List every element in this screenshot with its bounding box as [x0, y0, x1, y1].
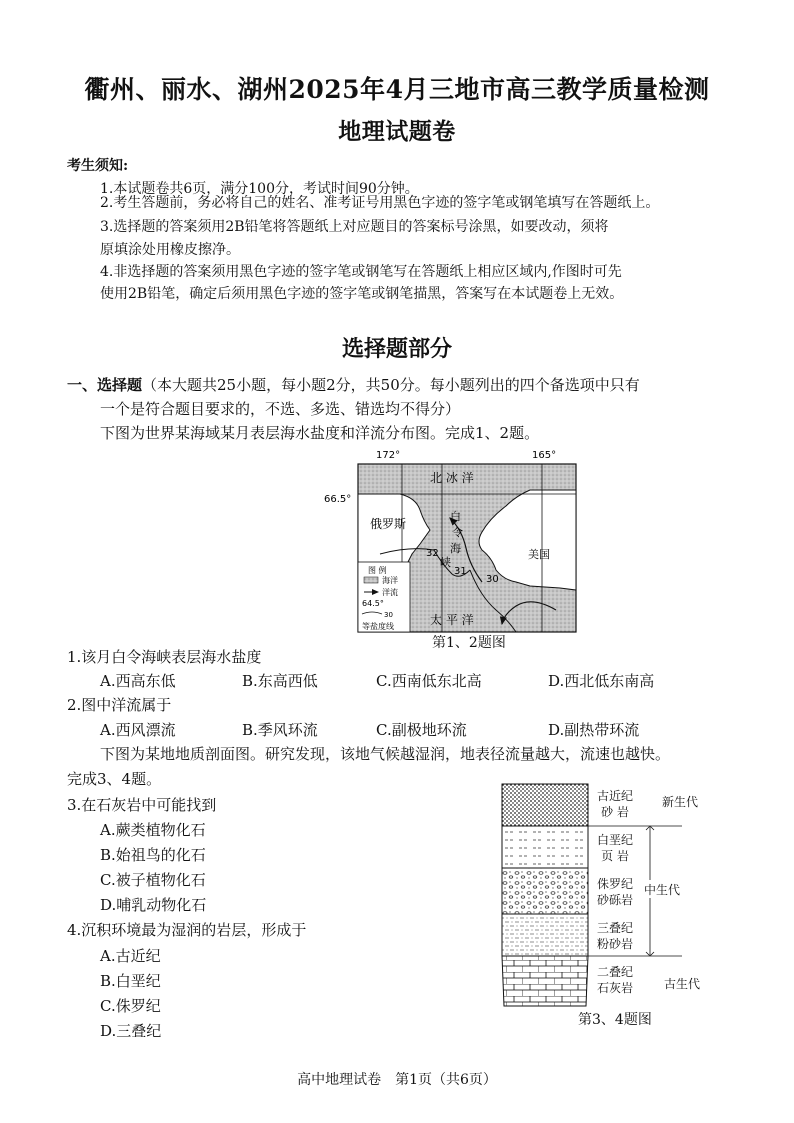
part-desc-cont: 一个是符合题目要求的，不选、多选、错选均不得分） — [100, 400, 461, 418]
q4-option-a[interactable]: A.古近纪 — [100, 947, 161, 965]
intro-q3-4-cont: 完成3、4题。 — [67, 770, 162, 788]
lat-label-64: 64.5° — [362, 599, 384, 608]
strait-label: 白 — [450, 510, 461, 523]
legend-ocean-swatch — [364, 577, 378, 583]
intro-q3-4: 下图为某地地质剖面图。研究发现，该地气候越湿润，地表径流量越大，流速也越快。 — [100, 745, 671, 763]
layer-paleogene-sandstone — [502, 784, 588, 826]
q3-option-c[interactable]: C.被子植物化石 — [100, 871, 206, 889]
q3-option-d[interactable]: D.哺乳动物化石 — [100, 896, 207, 914]
q1-option-c[interactable]: C.西南低东北高 — [376, 672, 482, 690]
lon-label-172: 172° — [376, 450, 401, 461]
map-caption: 第1、2题图 — [432, 635, 506, 651]
layer-label-period: 古近纪 — [596, 789, 634, 803]
notice-item: 2.考生答题前，务必将自己的姓名、准考证号用黑色字迹的签字笔或钢笔填写在答题纸上。 — [100, 195, 660, 211]
layer-cretaceous-shale — [502, 826, 588, 868]
layer-label-rock: 页 岩 — [601, 849, 629, 863]
intro-q1-2: 下图为世界某海域某月表层海水盐度和洋流分布图。完成1、2题。 — [100, 424, 540, 442]
q3-option-b[interactable]: B.始祖鸟的化石 — [100, 846, 206, 864]
legend-isohaline-label: 等盐度线 — [362, 622, 394, 631]
russia-label: 俄罗斯 — [370, 517, 407, 531]
q1-option-b[interactable]: B.东高西低 — [242, 672, 318, 690]
section-title: 选择题部分 — [341, 336, 452, 362]
geo-caption: 第3、4题图 — [578, 1012, 652, 1028]
q4-option-d[interactable]: D.三叠纪 — [100, 1022, 162, 1040]
q2-option-c[interactable]: C.副极地环流 — [376, 721, 467, 739]
era-cenozoic: 新生代 — [661, 795, 699, 809]
q4-option-c[interactable]: C.侏罗纪 — [100, 997, 161, 1015]
page-footer: 高中地理试卷 第1页（共6页） — [297, 1072, 497, 1088]
layer-label-rock: 石灰岩 — [596, 981, 634, 995]
arctic-label: 北 冰 洋 — [430, 471, 474, 485]
q2-option-b[interactable]: B.季风环流 — [242, 721, 318, 739]
q3-option-a[interactable]: A.蕨类植物化石 — [100, 821, 206, 839]
strait-label: 海 — [450, 542, 461, 555]
question-4-stem: 4.沉积环境最为湿润的岩层，形成于 — [67, 921, 307, 939]
notice-item: 1.本试题卷共6页，满分100分，考试时间90分钟。 — [100, 181, 419, 197]
isohaline-32-label: 32 — [426, 548, 439, 559]
strait-label: 峡 — [440, 556, 451, 569]
isohaline-30-label: 30 — [486, 574, 499, 585]
era-mesozoic: 中生代 — [643, 883, 681, 897]
notice-heading: 考生须知: — [67, 158, 129, 174]
salinity-current-map — [320, 446, 588, 654]
lon-label-165: 165° — [532, 450, 557, 461]
layer-label-rock: 砂 岩 — [601, 805, 629, 819]
layer-label-period: 侏罗纪 — [596, 877, 634, 891]
legend-title: 图 例 — [368, 566, 387, 575]
q2-option-d[interactable]: D.副热带环流 — [548, 721, 640, 739]
strait-label: 令 — [452, 526, 463, 539]
notice-item: 4.非选择题的答案须用黑色字迹的签字笔或钢笔写在答题纸上相应区域内,作图时可先 — [100, 264, 622, 280]
geological-profile — [490, 780, 720, 1012]
q1-option-d[interactable]: D.西北低东南高 — [548, 672, 655, 690]
question-1-stem: 1.该月白令海峡表层海水盐度 — [67, 648, 262, 666]
era-paleozoic: 古生代 — [663, 977, 701, 991]
question-1-options — [0, 670, 794, 690]
legend-ocean-label: 海洋 — [382, 576, 398, 585]
notice-item: 原填涂处用橡皮擦净。 — [100, 242, 240, 258]
isohaline-31-label: 31 — [454, 566, 467, 577]
layer-label-period: 二叠纪 — [596, 965, 634, 979]
legend-current-label: 洋流 — [382, 588, 398, 597]
layer-label-rock: 砂砾岩 — [596, 893, 634, 907]
q1-option-a[interactable]: A.西高东低 — [100, 672, 176, 690]
question-2-stem: 2.图中洋流属于 — [67, 696, 172, 714]
q2-option-a[interactable]: A.西风漂流 — [100, 721, 176, 739]
layer-label-rock: 粉砂岩 — [596, 937, 634, 951]
layer-triassic-siltstone — [502, 914, 588, 956]
exam-title: 衢州、丽水、湖州2025年4月三地市高三教学质量检测 — [84, 75, 710, 104]
pacific-label: 太 平 洋 — [430, 613, 474, 627]
legend-isohaline-value: 30 — [384, 611, 393, 619]
question-3-stem: 3.在石灰岩中可能找到 — [67, 796, 217, 814]
part-desc: （本大题共25小题，每小题2分，共50分。每小题列出的四个备选项中只有 — [142, 376, 640, 394]
layer-label-period: 三叠纪 — [596, 921, 634, 935]
notice-item: 使用2B铅笔，确定后须用黑色字迹的签字笔或钢笔描黑，答案写在本试题卷上无效。 — [100, 286, 624, 302]
question-2-options — [0, 719, 794, 739]
lat-label-66: 66.5° — [324, 494, 352, 505]
layer-jurassic-conglomerate — [502, 868, 588, 914]
part-label: 一、选择题 — [67, 376, 143, 394]
usa-label: 美国 — [528, 548, 550, 561]
exam-subtitle: 地理试题卷 — [338, 118, 456, 145]
layer-permian-limestone — [502, 956, 588, 1006]
notice-item: 3.选择题的答案须用2B铅笔将答题纸上对应题目的答案标号涂黑，如要改动，须将 — [100, 219, 609, 235]
part-heading — [67, 374, 640, 395]
q4-option-b[interactable]: B.白垩纪 — [100, 972, 161, 990]
layer-label-period: 白垩纪 — [596, 833, 634, 847]
